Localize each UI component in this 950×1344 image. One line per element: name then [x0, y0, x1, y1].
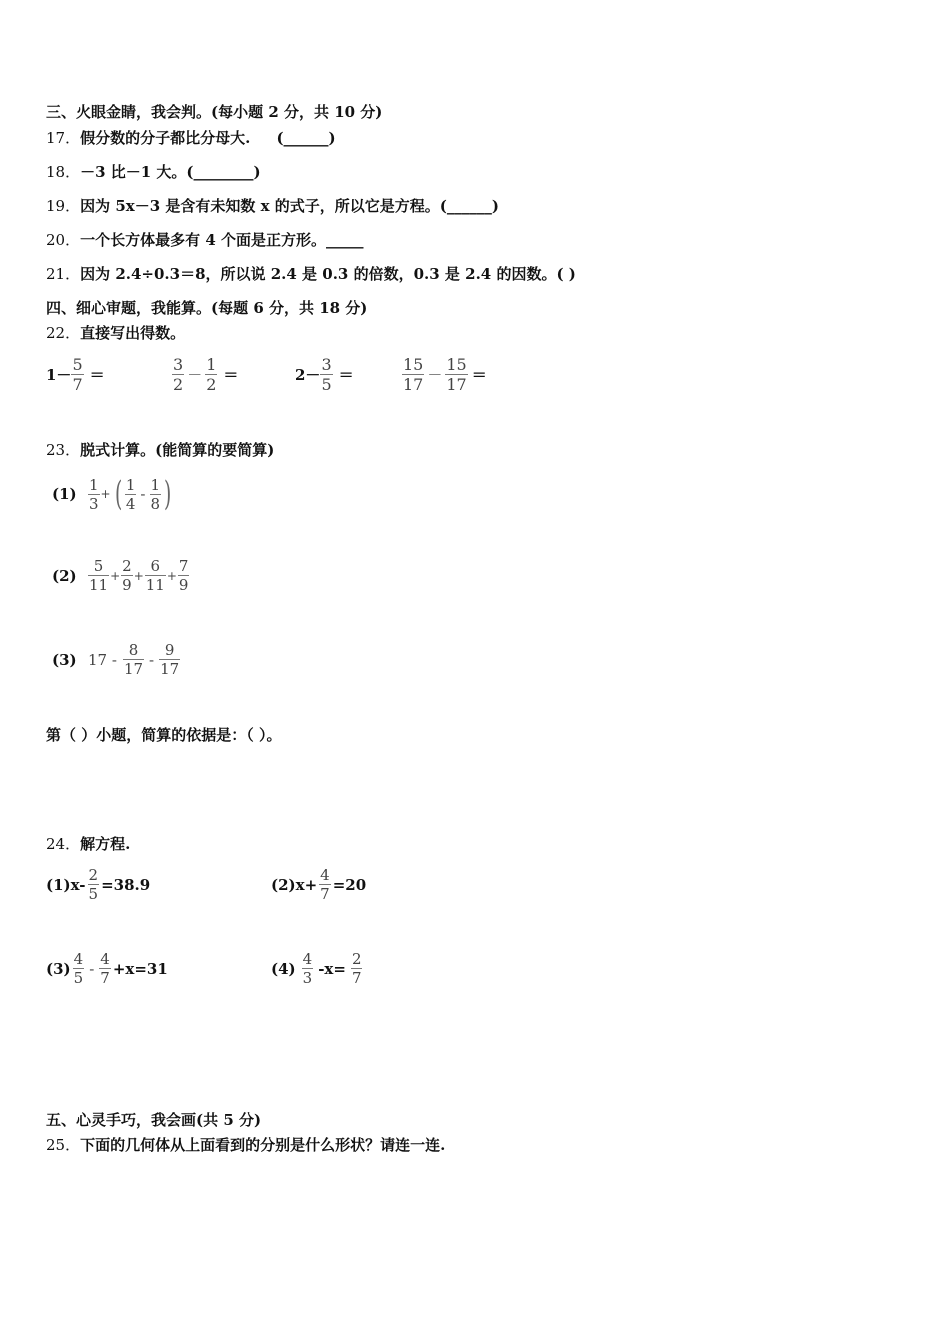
question-text: －3 比－1 大。 [80, 163, 187, 181]
q24-equation-2 [271, 866, 366, 903]
fraction [71, 355, 83, 394]
question-text: 因为 2.4÷0.3＝8，所以说 2.4 是 0.3 的倍数，0.3 是 2.4 的因数。 [80, 265, 557, 283]
operator: + [110, 568, 121, 583]
numerator: 2 [88, 866, 99, 884]
denominator: 5 [321, 375, 332, 394]
fraction [73, 950, 85, 987]
question-text: 直接写出得数。 [80, 324, 186, 342]
fraction [159, 641, 180, 678]
operator: + [166, 568, 177, 583]
answer-blank[interactable]: ( ) [556, 265, 576, 283]
q24-equation-4 [271, 950, 364, 987]
numerator: 9 [159, 641, 180, 660]
denominator: 3 [302, 969, 313, 987]
equals-sign: ＝ [471, 366, 487, 384]
numerator: 15 [446, 355, 467, 374]
numerator: 4 [73, 950, 84, 968]
numerator: 2 [122, 557, 132, 575]
equals-sign: ＝ [89, 366, 105, 384]
section-3-title: 三、火眼金睛，我会判。(每小题 2 分，共 10 分) [46, 103, 383, 121]
question-19 [46, 196, 499, 216]
equation-lead: (2)x+ [271, 875, 318, 894]
fraction [172, 355, 184, 394]
denominator: 11 [89, 576, 109, 594]
question-text: 因为 5x－3 是含有未知数 x 的式子，所以它是方程。 [80, 197, 440, 215]
denominator: 9 [178, 576, 189, 594]
numerator: 6 [145, 557, 166, 576]
fraction [145, 557, 166, 594]
numerator: 7 [178, 557, 189, 575]
left-paren: ( [114, 474, 122, 514]
question-number: 24． [46, 835, 81, 853]
fraction [445, 355, 467, 394]
question-24 [46, 834, 130, 854]
equals-sign: ＝ [338, 366, 354, 384]
question-21 [46, 264, 576, 284]
section-5-title: 五、心灵手巧，我会画(共 5 分) [46, 1111, 262, 1129]
fraction [88, 476, 100, 513]
denominator: 17 [160, 660, 180, 678]
equation-lead: (3) [46, 959, 71, 978]
denominator: 7 [320, 885, 330, 903]
numerator: 2 [351, 950, 362, 968]
q22-item-d [402, 355, 487, 394]
q22-item-a [46, 355, 105, 394]
section-4-title: 四、细心审题，我能算。(每题 6 分，共 18 分) [46, 299, 368, 317]
numerator: 1 [150, 475, 161, 494]
question-number: 25． [46, 1136, 81, 1154]
fraction [351, 950, 363, 987]
question-25 [46, 1135, 445, 1155]
q24-equation-3 [46, 950, 168, 987]
q22-item-b [172, 355, 238, 394]
operator: - [140, 485, 146, 503]
part-label: (2) [52, 566, 77, 585]
q22-item-c [295, 355, 354, 394]
question-20 [46, 230, 363, 250]
question-22 [46, 323, 185, 343]
answer-blank[interactable]: (______) [276, 129, 336, 147]
q23-simplification-note: 第（ ）小题，简算的依据是：（ ）。 [46, 726, 282, 744]
fraction [178, 557, 190, 594]
operator: + [100, 487, 111, 501]
q24-equation-1 [46, 866, 150, 903]
question-18 [46, 162, 261, 182]
fraction [121, 557, 133, 594]
fraction [320, 355, 332, 394]
question-17 [46, 128, 336, 148]
equation-lead: (4) [271, 959, 296, 978]
question-number: 23． [46, 441, 81, 459]
question-text: 解方程. [80, 835, 131, 853]
question-text: 假分数的分子都比分母大. [80, 129, 251, 147]
denominator: 17 [403, 375, 424, 394]
operator: + [133, 568, 144, 583]
question-number: 19． [46, 197, 81, 215]
denominator: 2 [173, 375, 184, 394]
q23-part-2 [52, 557, 189, 594]
part-label: (3) [52, 650, 77, 669]
question-number: 20． [46, 231, 81, 249]
fraction [150, 476, 162, 513]
operator: - [89, 959, 95, 978]
equation-tail: =20 [332, 875, 367, 894]
denominator: 11 [145, 576, 165, 594]
right-paren: ) [164, 474, 172, 514]
question-number: 17． [46, 129, 81, 147]
operator: -x= [318, 959, 346, 978]
fraction [402, 355, 424, 394]
question-23 [46, 440, 274, 460]
numerator: 8 [123, 641, 144, 660]
numerator: 5 [72, 355, 83, 374]
fraction [88, 866, 100, 903]
numerator: 1 [89, 475, 99, 494]
numerator: 5 [88, 557, 109, 576]
denominator: 3 [89, 494, 99, 513]
expr-lead: 2－ [295, 366, 321, 384]
equation-tail: +x=31 [112, 959, 168, 978]
numerator: 1 [206, 355, 217, 374]
equation-tail: =38.9 [101, 875, 151, 894]
numerator: 15 [403, 355, 424, 374]
fraction [205, 355, 217, 394]
equation-lead: (1)x- [46, 875, 86, 894]
denominator: 2 [206, 375, 217, 394]
denominator: 7 [72, 375, 83, 394]
q23-part-3 [52, 641, 180, 678]
fraction [319, 866, 331, 903]
question-text: 下面的几何体从上面看到的分别是什么形状？请连一连. [80, 1136, 446, 1154]
numerator: 3 [321, 355, 332, 374]
denominator: 7 [351, 969, 362, 987]
expr-lead: 1－ [46, 366, 72, 384]
fraction [302, 950, 314, 987]
q23-part-1 [52, 474, 174, 514]
numerator: 4 [100, 950, 110, 968]
denominator: 9 [122, 576, 132, 594]
answer-blank[interactable]: (________) [186, 163, 261, 181]
denominator: 5 [73, 969, 84, 987]
answer-blank[interactable]: (______) [439, 197, 499, 215]
denominator: 17 [123, 660, 144, 678]
question-number: 22． [46, 324, 81, 342]
numerator: 4 [302, 950, 313, 968]
denominator: 7 [100, 969, 110, 987]
expr-lead: 17 - [88, 650, 117, 669]
question-number: 21． [46, 265, 81, 283]
operator: - [149, 650, 155, 669]
equals-sign: ＝ [223, 366, 239, 384]
denominator: 4 [125, 494, 136, 513]
denominator: 5 [88, 885, 99, 903]
fraction [88, 557, 109, 594]
question-number: 18． [46, 163, 81, 181]
answer-blank[interactable]: _____ [325, 231, 364, 249]
fraction [99, 950, 111, 987]
numerator: 4 [320, 866, 330, 884]
question-text: 一个长方体最多有 4 个面是正方形。 [80, 231, 326, 249]
numerator: 3 [173, 355, 184, 374]
part-label: (1) [52, 485, 77, 503]
denominator: 17 [446, 375, 467, 394]
question-text: 脱式计算。(能简算的要简算) [80, 441, 275, 459]
operator: － [187, 366, 203, 384]
fraction [125, 476, 137, 513]
operator: － [427, 366, 443, 384]
fraction [123, 641, 144, 678]
denominator: 8 [150, 494, 161, 513]
numerator: 1 [125, 475, 136, 494]
